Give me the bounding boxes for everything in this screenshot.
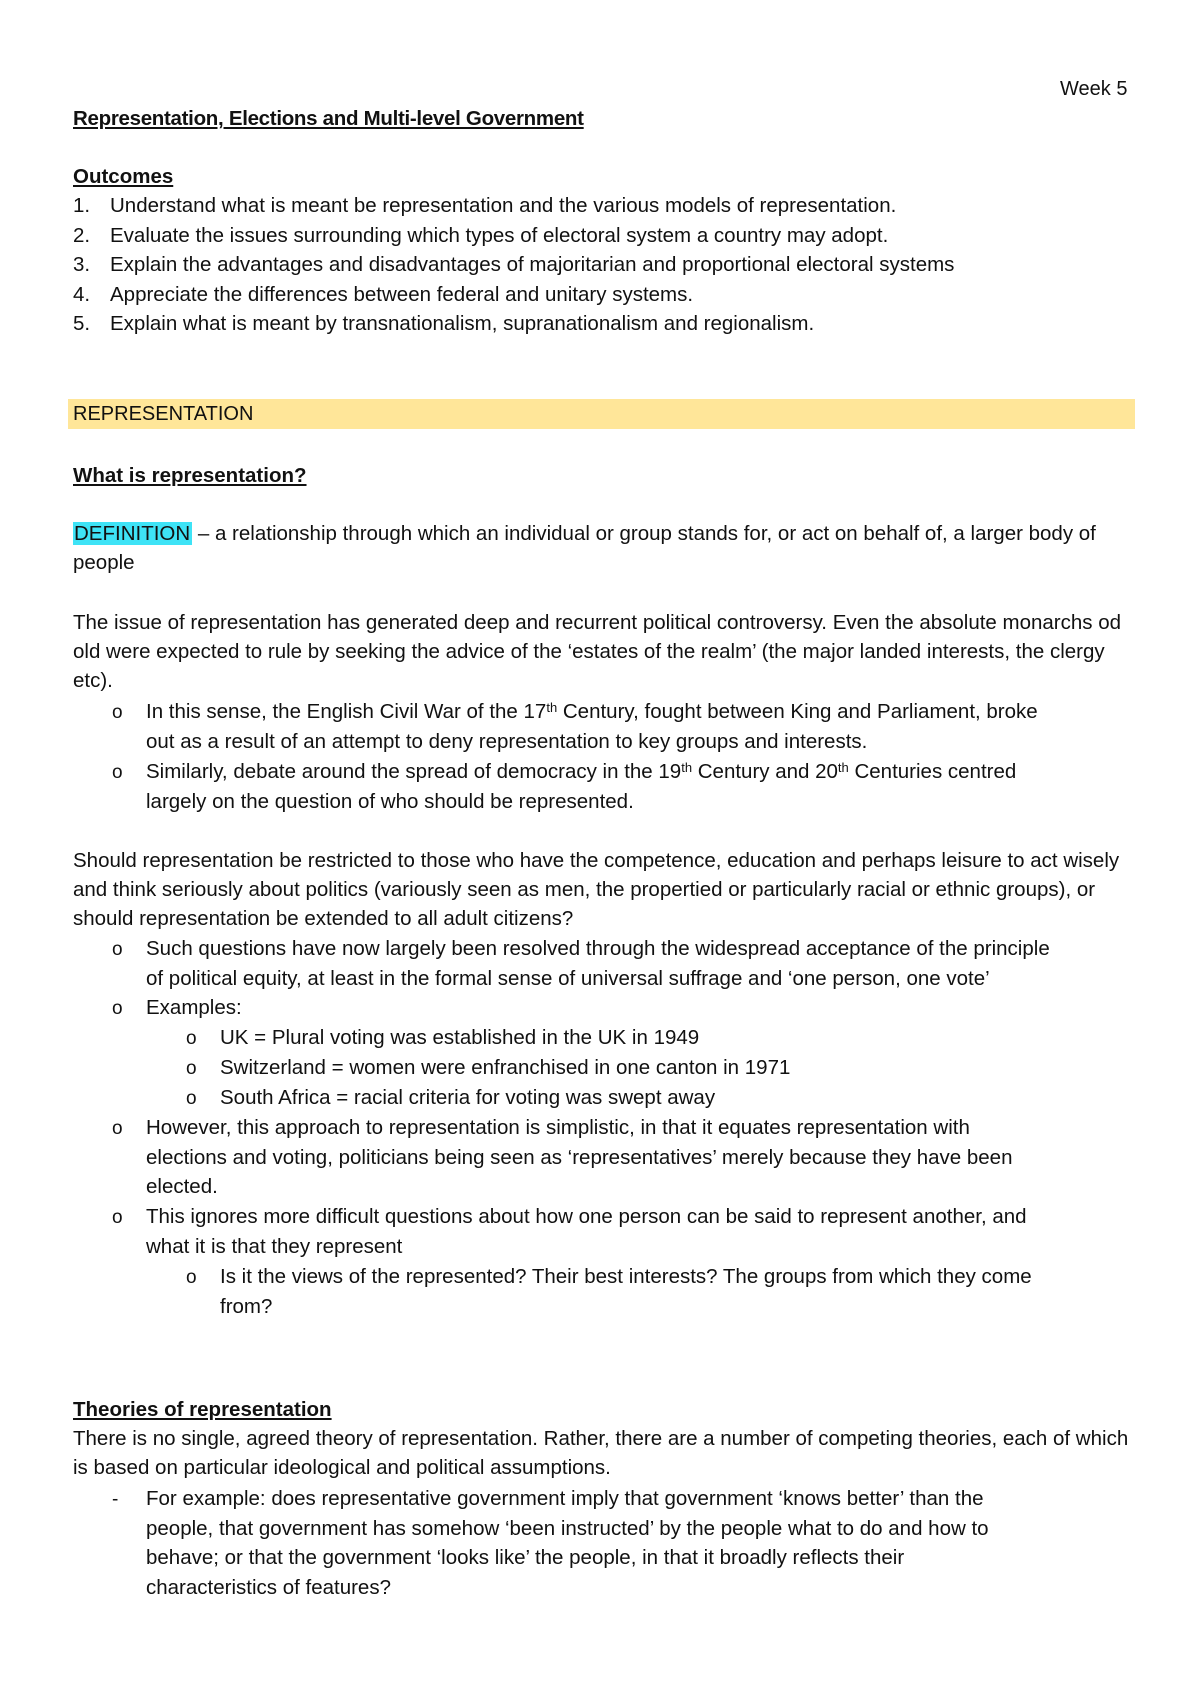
theories-heading: Theories of representation xyxy=(73,1398,332,1421)
paragraph-restricted: Should representation be restricted to those who have the competence, education and perhaps leisure to act wisely and think seriously about politics (variously seen as men, the propertied or particularly racial or ethnic groups), or should representation be extended to all adult citizens? xyxy=(73,849,1120,930)
what-is-representation-heading: What is representation? xyxy=(73,464,307,487)
list-item: 2. Evaluate the issues surrounding which types of electoral system a country may adopt. xyxy=(73,223,889,247)
section-label: REPRESENTATION xyxy=(73,403,254,425)
bullet-marker: o xyxy=(112,762,123,783)
week-label: Week 5 xyxy=(1060,78,1128,100)
bullet-marker: o xyxy=(112,702,123,723)
sub-bullet-switzerland: o Switzerland = women were enfranchised in one canton in 1971 xyxy=(186,1056,791,1079)
definition-term: DEFINITION xyxy=(74,522,191,545)
list-item: 5. Explain what is meant by transnationalism, supranationalism and regionalism. xyxy=(73,312,815,335)
section-band-representation xyxy=(68,399,1135,429)
sub-bullet-views: o Is it the views of the represented? Their best interests? The groups from which they come from? xyxy=(186,1265,1032,1318)
bullet-ignores: o This ignores more difficult questions about how one person can be said to represent another, and what it is that they represent xyxy=(112,1205,1027,1258)
dash-marker: - xyxy=(112,1489,119,1510)
bullet-democracy: o Similarly, debate around the spread of democracy in the 19th Century and 20th Centuries centred largely on the question of who should be represented. xyxy=(112,760,1017,813)
list-item: 3. Explain the advantages and disadvantages of majoritarian and proportional electoral systems xyxy=(73,253,955,276)
outcomes-list xyxy=(73,191,954,339)
sub-bullet-south-africa: o South Africa = racial criteria for voting was swept away xyxy=(186,1086,716,1109)
bullet-civil-war: o In this sense, the English Civil War of the 17th Century, fought between King and Parliament, broke out as a result of an attempt to deny representation to key groups and interests. xyxy=(112,700,1038,753)
list-item: 1. Understand what is meant be representation and the various models of representation. xyxy=(73,194,897,217)
list-item: 4. Appreciate the differences between federal and unitary systems. xyxy=(73,282,694,306)
outcomes-heading: Outcomes xyxy=(73,165,174,188)
sub-bullet-uk: o UK = Plural voting was established in the UK in 1949 xyxy=(186,1026,700,1049)
definition-text: – a relationship through which an individual or group stands for, or act on behalf of, a larger body of people xyxy=(73,522,1096,574)
paragraph-controversy: The issue of representation has generated deep and recurrent political controversy. Even the absolute monarchs od old were expected to rule by seeking the advice of the ‘estates of the realm’ (the major landed interests, the clergy etc). xyxy=(73,611,1122,692)
bullet-resolved: o Such questions have now largely been resolved through the widespread acceptance of the principle of political equity, at least in the formal sense of universal suffrage and ‘one person, one vote’ xyxy=(112,937,1050,990)
theories-paragraph: There is no single, agreed theory of representation. Rather, there are a number of competing theories, each of which is based on particular ideological and political assumptions. xyxy=(73,1427,1129,1479)
bullet-examples: o Examples: xyxy=(112,996,242,1019)
dash-bullet-example: - For example: does representative government imply that government ‘knows better’ than the people, that government has somehow ‘been instructed’ by the people what to do and how to behave; or that the government ‘looks like’ the people, in that it broadly reflects their characteristics of features? xyxy=(112,1487,989,1599)
document-title: Representation, Elections and Multi-level Government xyxy=(73,107,584,130)
definition-paragraph xyxy=(73,519,1135,577)
bullet-simplistic: o However, this approach to representation is simplistic, in that it equates representation with elections and voting, politicians being seen as ‘representatives’ merely because they have been elected. xyxy=(112,1116,1013,1198)
